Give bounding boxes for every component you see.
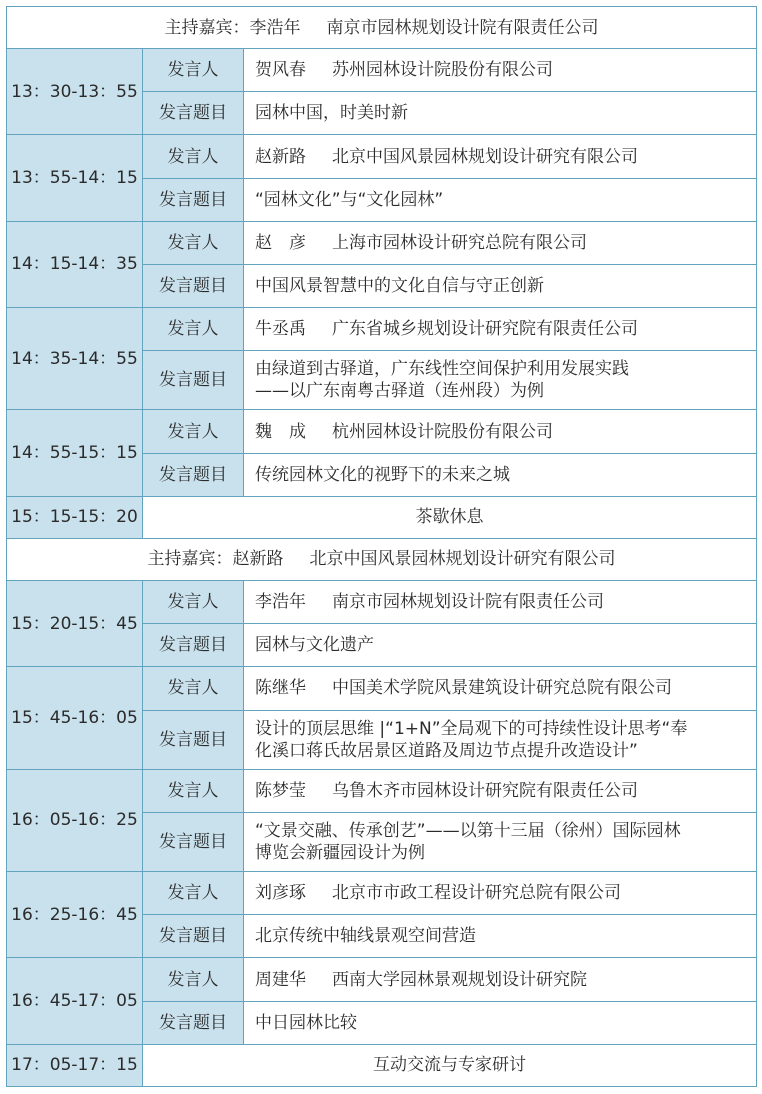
speaker-label: 发言人 bbox=[143, 958, 244, 1001]
speaker-name: 贺风春 bbox=[255, 60, 306, 81]
topic-cell bbox=[244, 915, 757, 958]
topic-label: 发言题目 bbox=[143, 812, 244, 871]
speaker-org: 北京中国风景园林规划设计研究有限公司 bbox=[332, 146, 638, 167]
time-cell: 13：30-13：55 bbox=[7, 49, 143, 135]
speaker-name: 刘彦琢 bbox=[255, 883, 306, 904]
time-cell: 16：05-16：25 bbox=[7, 769, 143, 871]
speaker-row bbox=[7, 581, 757, 624]
topic-cell bbox=[244, 92, 757, 135]
speaker-org: 西南大学园林景观规划设计研究院 bbox=[332, 969, 587, 990]
speaker-org: 苏州园林设计院股份有限公司 bbox=[332, 60, 553, 81]
host-org: 北京中国风景园林规划设计研究有限公司 bbox=[309, 549, 616, 570]
topic-label: 发言题目 bbox=[143, 92, 244, 135]
speaker-name: 李浩年 bbox=[255, 592, 306, 613]
time-cell: 16：25-16：45 bbox=[7, 872, 143, 958]
speaker-row bbox=[7, 958, 757, 1001]
topic-label: 发言题目 bbox=[143, 351, 244, 410]
schedule-table bbox=[6, 6, 757, 1087]
speaker-org: 乌鲁木齐市园林设计研究院有限责任公司 bbox=[332, 780, 638, 801]
speaker-label: 发言人 bbox=[143, 410, 244, 453]
time-cell: 13：55-14：15 bbox=[7, 135, 143, 221]
host-row bbox=[7, 538, 757, 580]
speaker-label: 发言人 bbox=[143, 49, 244, 92]
speaker-name: 赵新路 bbox=[255, 146, 306, 167]
speaker-org: 广东省城乡规划设计研究院有限责任公司 bbox=[332, 319, 638, 340]
speaker-row bbox=[7, 872, 757, 915]
topic-line: 设计的顶层思维 |“1+N”全局观下的可持续性设计思考“奉 bbox=[255, 718, 688, 739]
break-cell: 互动交流与专家研讨 bbox=[143, 1044, 757, 1086]
topic-cell bbox=[244, 453, 757, 496]
topic-line: 中国风景智慧中的文化自信与守正创新 bbox=[255, 276, 544, 296]
topic-cell bbox=[244, 812, 757, 871]
speaker-label: 发言人 bbox=[143, 308, 244, 351]
speaker-row bbox=[7, 667, 757, 710]
topic-cell bbox=[244, 351, 757, 410]
speaker-cell bbox=[244, 872, 757, 915]
speaker-label: 发言人 bbox=[143, 667, 244, 710]
topic-line: 园林与文化遗产 bbox=[255, 635, 374, 656]
host-prefix: 主持嘉宾： bbox=[147, 549, 233, 570]
topic-cell bbox=[244, 710, 757, 769]
time-cell: 17：05-17：15 bbox=[7, 1044, 143, 1086]
break-row bbox=[7, 1044, 757, 1086]
speaker-name: 陈继华 bbox=[255, 678, 306, 699]
speaker-org: 南京市园林规划设计院有限责任公司 bbox=[332, 592, 604, 613]
speaker-row bbox=[7, 308, 757, 351]
time-cell: 14：35-14：55 bbox=[7, 308, 143, 410]
speaker-name: 陈梦莹 bbox=[255, 780, 306, 801]
host-org: 南京市园林规划设计院有限责任公司 bbox=[326, 17, 599, 38]
speaker-cell bbox=[244, 958, 757, 1001]
host-prefix: 主持嘉宾： bbox=[164, 17, 250, 38]
topic-label: 发言题目 bbox=[143, 178, 244, 221]
speaker-org: 杭州园林设计院股份有限公司 bbox=[332, 421, 553, 442]
speaker-cell bbox=[244, 410, 757, 453]
topic-label: 发言题目 bbox=[143, 264, 244, 307]
topic-line: ——以广东南粤古驿道（连州段）为例 bbox=[255, 381, 544, 402]
host-cell bbox=[7, 7, 757, 49]
speaker-label: 发言人 bbox=[143, 135, 244, 178]
topic-label: 发言题目 bbox=[143, 624, 244, 667]
speaker-cell bbox=[244, 581, 757, 624]
speaker-row bbox=[7, 49, 757, 92]
speaker-cell bbox=[244, 769, 757, 812]
time-cell: 14：15-14：35 bbox=[7, 221, 143, 307]
break-cell: 茶歇休息 bbox=[143, 496, 757, 538]
topic-cell bbox=[244, 264, 757, 307]
topic-label: 发言题目 bbox=[143, 915, 244, 958]
speaker-name: 牛丞禹 bbox=[255, 319, 306, 340]
speaker-row bbox=[7, 221, 757, 264]
topic-line: 化溪口蒋氏故居景区道路及周边节点提升改造设计” bbox=[255, 740, 638, 761]
speaker-row bbox=[7, 410, 757, 453]
speaker-org: 中国美术学院风景建筑设计研究总院有限公司 bbox=[332, 678, 672, 699]
topic-line: 由绿道到古驿道，广东线性空间保护利用发展实践 bbox=[255, 359, 629, 380]
topic-line: 传统园林文化的视野下的未来之城 bbox=[255, 464, 510, 485]
speaker-cell bbox=[244, 221, 757, 264]
topic-line: “文景交融、传承创艺”——以第十三届（徐州）国际园林 bbox=[255, 821, 681, 841]
speaker-label: 发言人 bbox=[143, 581, 244, 624]
time-cell: 15：45-16：05 bbox=[7, 667, 143, 769]
time-cell: 15：15-15：20 bbox=[7, 496, 143, 538]
speaker-cell bbox=[244, 135, 757, 178]
speaker-label: 发言人 bbox=[143, 872, 244, 915]
speaker-org: 北京市市政工程设计研究总院有限公司 bbox=[332, 883, 621, 904]
speaker-cell bbox=[244, 667, 757, 710]
host-name: 赵新路 bbox=[232, 549, 284, 570]
topic-label: 发言题目 bbox=[143, 453, 244, 496]
topic-line: 博览会新疆园设计为例 bbox=[255, 843, 425, 863]
speaker-name: 赵 彦 bbox=[255, 232, 306, 253]
speaker-cell bbox=[244, 49, 757, 92]
time-cell: 14：55-15：15 bbox=[7, 410, 143, 496]
topic-line: 中日园林比较 bbox=[255, 1012, 357, 1033]
topic-line: 北京传统中轴线景观空间营造 bbox=[255, 926, 476, 947]
speaker-row bbox=[7, 135, 757, 178]
host-row bbox=[7, 7, 757, 49]
schedule-body bbox=[7, 7, 757, 1087]
time-cell: 16：45-17：05 bbox=[7, 958, 143, 1044]
topic-label: 发言题目 bbox=[143, 1001, 244, 1044]
break-row bbox=[7, 496, 757, 538]
speaker-cell bbox=[244, 308, 757, 351]
speaker-label: 发言人 bbox=[143, 221, 244, 264]
topic-cell bbox=[244, 178, 757, 221]
host-name: 李浩年 bbox=[249, 17, 301, 38]
topic-line: 园林中国，时美时新 bbox=[255, 103, 408, 124]
speaker-name: 周建华 bbox=[255, 969, 306, 990]
topic-label: 发言题目 bbox=[143, 710, 244, 769]
host-cell bbox=[7, 538, 757, 580]
time-cell: 15：20-15：45 bbox=[7, 581, 143, 667]
topic-line: “园林文化”与“文化园林” bbox=[255, 189, 444, 210]
topic-cell bbox=[244, 1001, 757, 1044]
speaker-row bbox=[7, 769, 757, 812]
topic-cell bbox=[244, 624, 757, 667]
speaker-label: 发言人 bbox=[143, 769, 244, 812]
speaker-name: 魏 成 bbox=[255, 421, 306, 442]
speaker-org: 上海市园林设计研究总院有限公司 bbox=[332, 232, 587, 253]
